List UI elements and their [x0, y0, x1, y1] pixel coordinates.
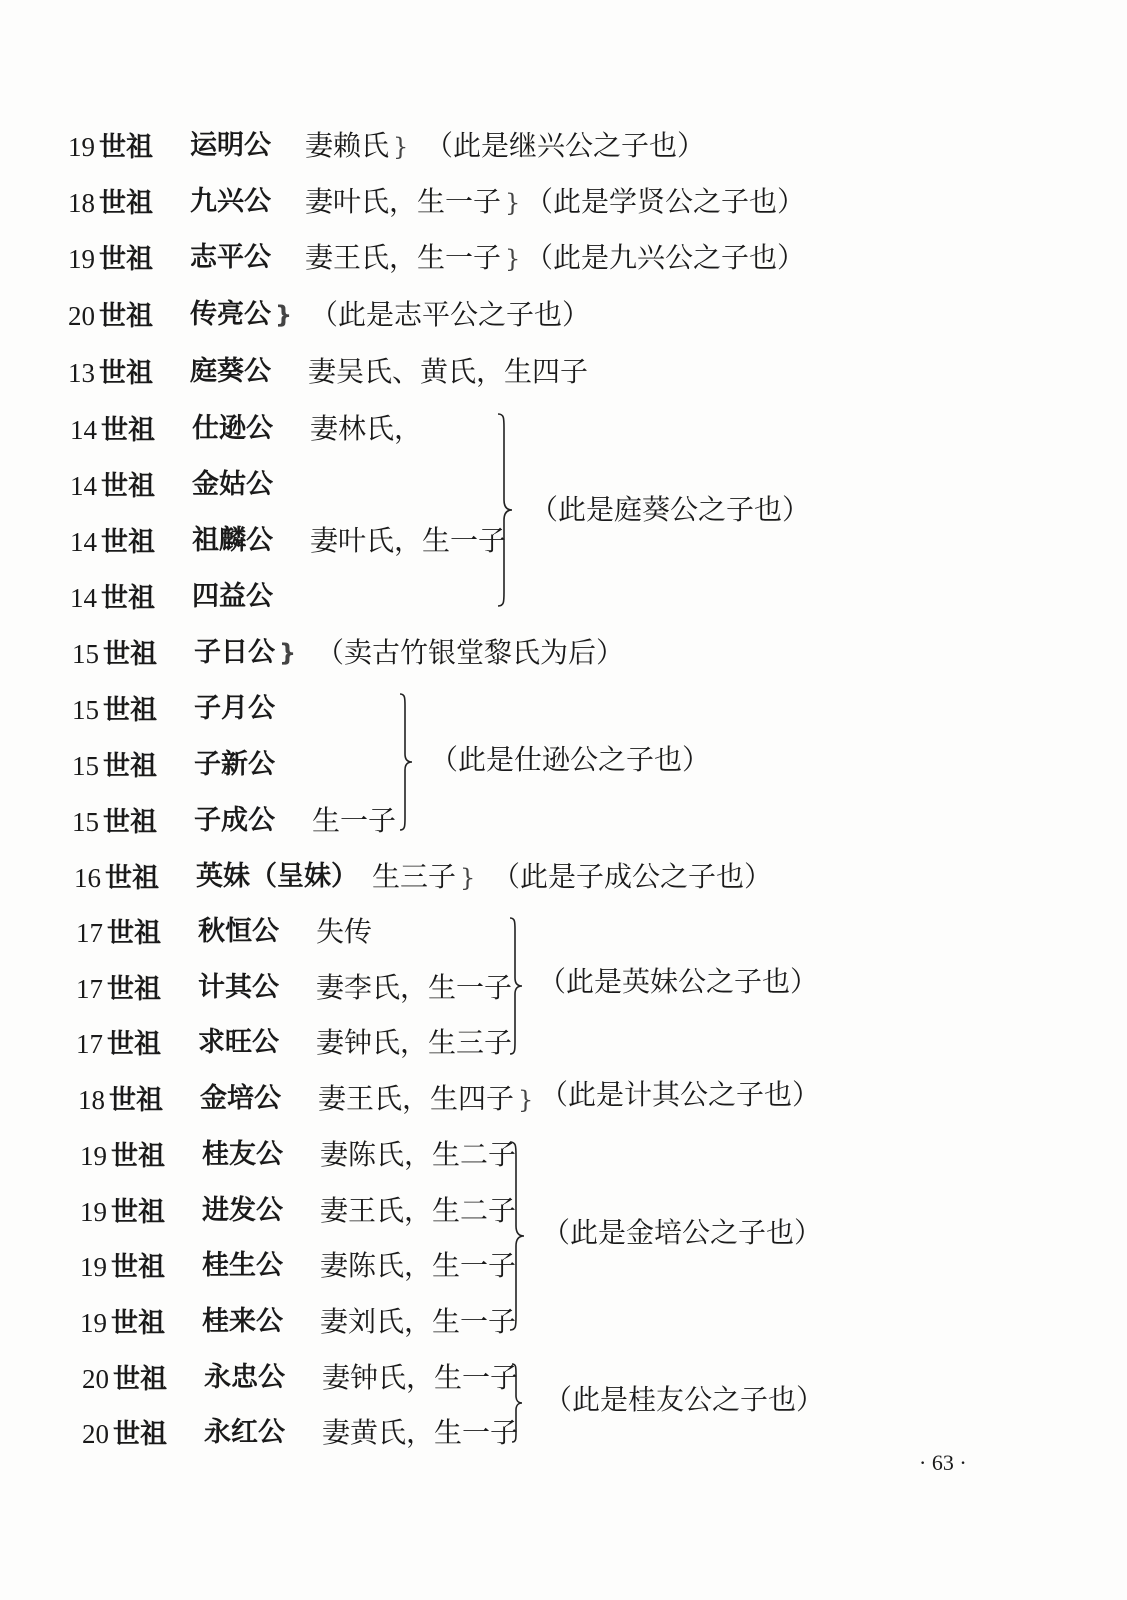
- spouse-info: 失传: [316, 915, 373, 948]
- generation-number: 19: [80, 1197, 107, 1227]
- spouse-info: 生一子: [312, 804, 397, 837]
- generation-label: 世祖: [103, 695, 157, 726]
- ancestor-name: 庭葵公: [190, 356, 271, 387]
- generation-number: 17: [76, 1029, 103, 1059]
- ancestor-name: 祖麟公: [192, 525, 273, 556]
- ancestor-name: 四益公: [192, 581, 273, 612]
- generation-number: 16: [74, 863, 101, 893]
- single-brace-mark: }: [393, 133, 409, 161]
- generation-number: 19: [80, 1252, 107, 1282]
- spouse-info: 生三子 }: [372, 860, 476, 893]
- generation-label: 世祖: [101, 583, 155, 614]
- generation-label: 世祖: [99, 244, 153, 275]
- generation-number: 15: [72, 807, 99, 837]
- group-brace: [496, 412, 516, 608]
- spouse-info: 妻李氏，生一子: [316, 971, 513, 1004]
- ancestor-name: 运明公: [190, 130, 271, 161]
- generation-number: 14: [70, 471, 97, 501]
- generation-label: 世祖: [101, 415, 155, 446]
- group-note: （此是庭葵公之子也）: [530, 493, 811, 526]
- ancestor-name: 桂生公: [202, 1250, 283, 1281]
- generation-number: 15: [72, 695, 99, 725]
- inline-note: （此是子成公之子也）: [492, 860, 773, 893]
- ancestor-name: 秋恒公: [198, 916, 279, 947]
- inline-note: （此是继兴公之子也）: [425, 129, 706, 162]
- spouse-info: 妻赖氏 }: [305, 129, 409, 162]
- generation-number: 19: [80, 1141, 107, 1171]
- spouse-info: 妻钟氏，生一子: [322, 1361, 519, 1394]
- generation-label: 世祖: [99, 301, 153, 332]
- inline-note: （卖古竹银堂黎氏为后）: [316, 636, 625, 669]
- group-note: （此是金培公之子也）: [542, 1216, 823, 1249]
- generation-label: 世祖: [103, 807, 157, 838]
- page-number: · 63 ·: [919, 1450, 967, 1475]
- generation-number: 19: [68, 244, 95, 274]
- ancestor-name: 进发公: [202, 1195, 283, 1226]
- generation-label: 世祖: [109, 1085, 163, 1116]
- spouse-info: 妻叶氏，生一子 }: [305, 185, 521, 218]
- group-note: （此是桂友公之子也）: [544, 1383, 825, 1416]
- ancestor-name: 传亮公 }: [190, 299, 293, 330]
- generation-label: 世祖: [103, 639, 157, 670]
- inline-note: （此是志平公之子也）: [310, 298, 591, 331]
- single-brace-mark: }: [505, 189, 521, 217]
- generation-number: 17: [76, 918, 103, 948]
- generation-label: 世祖: [107, 1029, 161, 1060]
- generation-number: 20: [82, 1419, 109, 1449]
- single-brace-mark: }: [279, 639, 297, 667]
- generation-number: 20: [68, 301, 95, 331]
- ancestor-name: 永忠公: [204, 1362, 285, 1393]
- generation-label: 世祖: [107, 918, 161, 949]
- group-brace: [508, 916, 526, 1056]
- single-brace-mark: }: [460, 864, 476, 892]
- generation-number: 14: [70, 415, 97, 445]
- generation-label: 世祖: [99, 358, 153, 389]
- spouse-info: 妻王氏，生四子 }: [318, 1082, 534, 1115]
- ancestor-name: 金姑公: [192, 469, 273, 500]
- group-brace: [398, 692, 416, 832]
- generation-label: 世祖: [111, 1252, 165, 1283]
- generation-number: 18: [78, 1085, 105, 1115]
- group-note: （此是仕逊公之子也）: [430, 743, 711, 776]
- spouse-info: 妻叶氏，生一子: [310, 524, 507, 557]
- generation-number: 13: [68, 358, 95, 388]
- generation-label: 世祖: [113, 1364, 167, 1395]
- ancestor-name: 九兴公: [190, 186, 271, 217]
- group-brace: [510, 1362, 526, 1444]
- ancestor-name: 计其公: [198, 972, 279, 1003]
- spouse-info: 妻黄氏，生一子: [322, 1416, 519, 1449]
- generation-label: 世祖: [111, 1197, 165, 1228]
- spouse-info: 妻林氏，: [310, 412, 423, 445]
- ancestor-name: 志平公: [190, 242, 271, 273]
- generation-label: 世祖: [113, 1419, 167, 1450]
- single-brace-mark: }: [275, 301, 293, 329]
- ancestor-name: 桂来公: [202, 1306, 283, 1337]
- generation-number: 14: [70, 527, 97, 557]
- ancestor-name: 仕逊公: [192, 413, 273, 444]
- spouse-info: 妻陈氏，生一子: [320, 1249, 517, 1282]
- generation-number: 19: [80, 1308, 107, 1338]
- generation-label: 世祖: [99, 188, 153, 219]
- generation-label: 世祖: [111, 1308, 165, 1339]
- generation-label: 世祖: [111, 1141, 165, 1172]
- ancestor-name: 金培公: [200, 1083, 281, 1114]
- generation-number: 19: [68, 132, 95, 162]
- group-brace: [508, 1140, 528, 1332]
- spouse-info: 妻吴氏、黄氏，生四子: [308, 355, 589, 388]
- ancestor-name: 子月公: [194, 693, 275, 724]
- group-note: （此是英妹公之子也）: [538, 965, 819, 998]
- ancestor-name: 求旺公: [198, 1027, 279, 1058]
- spouse-info: 妻刘氏，生一子: [320, 1305, 517, 1338]
- generation-label: 世祖: [101, 527, 155, 558]
- ancestor-name: 子日公 }: [194, 637, 297, 668]
- spouse-info: 妻王氏，生一子 }: [305, 241, 521, 274]
- generation-label: 世祖: [101, 471, 155, 502]
- ancestor-name: 桂友公: [202, 1139, 283, 1170]
- ancestor-name: 永红公: [204, 1417, 285, 1448]
- generation-label: 世祖: [99, 132, 153, 163]
- generation-label: 世祖: [105, 863, 159, 894]
- inline-note: （此是计其公之子也）: [540, 1078, 821, 1111]
- spouse-info: 妻钟氏，生三子: [316, 1026, 513, 1059]
- spouse-info: 妻陈氏，生二子: [320, 1138, 517, 1171]
- generation-number: 14: [70, 583, 97, 613]
- ancestor-name: 子成公: [194, 805, 275, 836]
- ancestor-name: 子新公: [194, 749, 275, 780]
- single-brace-mark: }: [518, 1086, 534, 1114]
- generation-number: 15: [72, 751, 99, 781]
- generation-number: 15: [72, 639, 99, 669]
- inline-note: （此是学贤公之子也）: [525, 185, 806, 218]
- ancestor-name: 英妹（呈妹）: [196, 861, 358, 892]
- generation-number: 20: [82, 1364, 109, 1394]
- spouse-info: 妻王氏，生二子: [320, 1194, 517, 1227]
- inline-note: （此是九兴公之子也）: [525, 241, 806, 274]
- generation-label: 世祖: [103, 751, 157, 782]
- generation-number: 17: [76, 974, 103, 1004]
- generation-number: 18: [68, 188, 95, 218]
- generation-label: 世祖: [107, 974, 161, 1005]
- single-brace-mark: }: [505, 245, 521, 273]
